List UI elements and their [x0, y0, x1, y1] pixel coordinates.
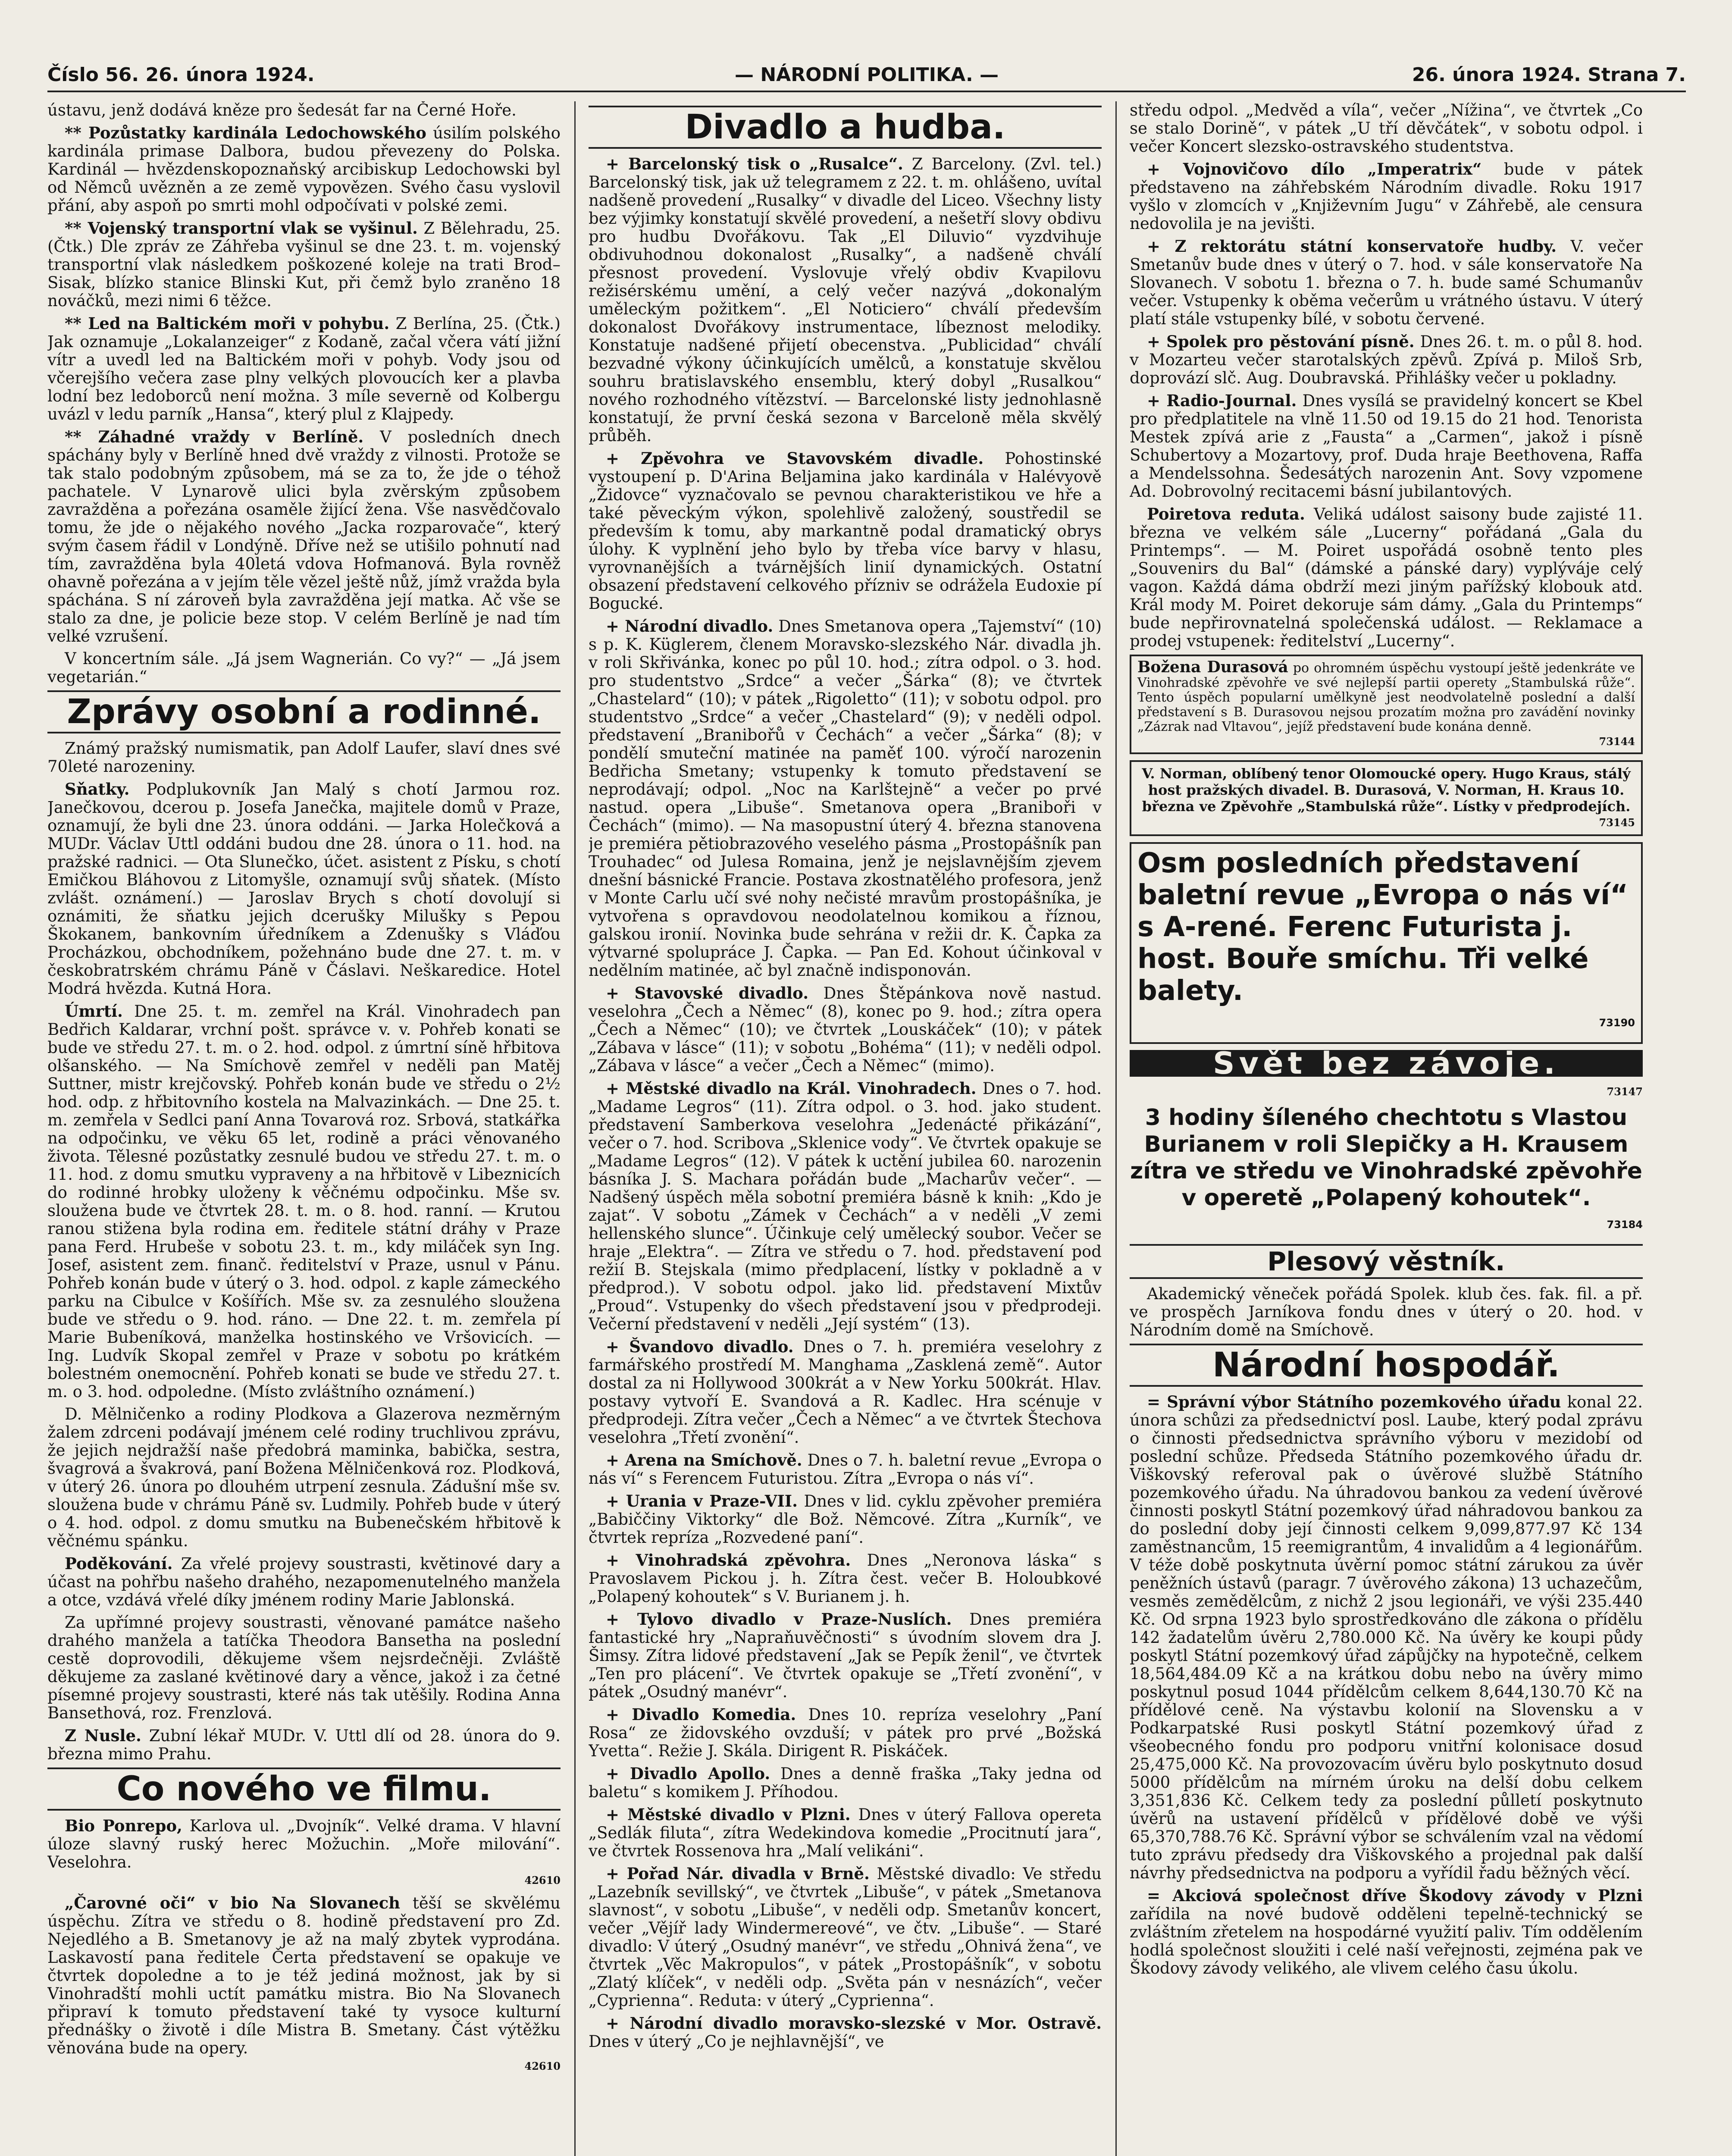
article-title: Z Nusle.	[65, 1726, 141, 1745]
article	[1130, 505, 1643, 650]
article-title: Poiretova reduta.	[1147, 505, 1305, 523]
article	[1130, 237, 1643, 328]
article	[47, 1894, 561, 2075]
ad-code: 73184	[1607, 1219, 1643, 1231]
article-title: + Národní divadlo.	[606, 616, 774, 636]
article-text: Dnes v úterý Fallova opereta „Sedlák filuta“, zítra Wedekindova komedie „Procitnutí jara“, ve čtvrtek Rossenova hra „Malí velikáni“.	[589, 1805, 1102, 1860]
article-text: Za vřelé projevy soustrasti, květinové dary a účast na pohřbu našeho drahého, nezapomenutelného manžela a otce, vzdává vřelé díky jménem rodiny Marie Jablonská.	[47, 1554, 561, 1609]
section-heading-theatre: Divadlo a hudba.	[589, 106, 1102, 149]
column-1	[47, 101, 561, 2156]
section-heading-economy: Národní hospodář.	[1130, 1344, 1643, 1387]
article	[1130, 332, 1643, 387]
article	[589, 1338, 1102, 1447]
article-text: těší se skvělému úspěchu. Zítra ve středu o 8. hodině představení pro Zd. Nejedlého a B. Smetanovy je až na malý zbytek vyprodána. Laskavostí pana ředitele Čerta představení se opakuje ve čtvrtek dopoledne a to je též jediná možnost, jak by si Vinohradští mohli uctít památku mistra. Bio Na Slovanech připraví k tomuto představení také ty vysoce kulturní přednášky o životě i díle Mistra B. Smetany. Část výtěžku věnována bude na opery.	[47, 1893, 561, 2057]
article-text: Dnes v úterý „Co je nejhlavnější“, ve	[589, 2032, 884, 2051]
article-title: „Čarovné oči“ v bio Na Slovanech	[65, 1893, 401, 1912]
article-text: Akademický věneček pořádá Spolek. klub čes. fak. fil. a př. ve prospěch Jarníkova fondu dnes v úterý o 20. hod. v Národním domě na Smíchově.	[1130, 1285, 1643, 1339]
article-title: Sňatky.	[65, 779, 130, 799]
article	[1130, 1393, 1643, 1882]
article-text: Dnes o 7. h. baletní revue „Evropa o nás ví“ s Ferencem Futuristou. Zítra „Evropa o nás ví“.	[589, 1451, 1102, 1488]
article-text: Z Berlína, 25. (Čtk.) Jak oznamuje „Lokalanzeiger“ z Kodaně, začal včera vátí jižní vítr a uvedl led na Baltickém moři v pohyb. Vody jsou od včerejšího večera zase plny velkých plovoucích ker a plavba lodní bez ledoborců není možna. 3 míle severně od Kolbergu uvázl v ledu parník „Hansa“, který plul z Klajpedy.	[47, 314, 561, 423]
article-text: D. Mělničenko a rodiny Plodkova a Glazerova nezměrným žalem zdrceni podávají jménem celé rodiny truchlivou zprávu, že jejich nejdražší naše předobrá maminka, babička, sestra, švagrová a švakrová, paní Božena Mělničenková roz. Plodková, v úterý 26. února po dlouhém utrpení zesnula. Zádušní mše sv. sloužena bude v chrámu Páně sv. Ludmily. Pohřeb bude v úterý o 4. hod. odpol. z domu smutku na Bubenečském hřbitově k věčnému spánku.	[47, 1404, 561, 1550]
article	[589, 1764, 1102, 1801]
article-text: Pohostinské vystoupení p. D'Arina Beljamina jako kardinála v Halévyově „Židovce“ vyznačovalo se pevnou charakteristikou ve hře a také pěveckým výkon, spolehlivě založený, soustředil se především k tomu, aby markantně podal dramatický obrys úlohy. K vyplnění jeho bylo by třeba více barvy v hlasu, vyrovnanějších a tvárnějších linií dynamických. Ostatní obsazení představení celkového přízniv se odrážela Eudoxie pí Bogucké.	[589, 449, 1102, 613]
article	[589, 1551, 1102, 1606]
article-title: + Švandovo divadlo.	[606, 1337, 794, 1356]
article-text: Za upřímné projevy soustrasti, věnované památce našeho drahého manžela a tatíčka Theodora Bansetha na poslední cestě doprovodili, děkujeme všem nejsrdečněji. Zvláště děkujeme za zaslané květinové dary a věnce, jakož i za četné písemné projevy soustrasti, které nás tak utěšily. Rodina Anna Bansethová, roz. Frenzlová.	[47, 1613, 561, 1722]
article	[589, 1610, 1102, 1701]
advertisement-svet-bez-zavoje	[1130, 1046, 1643, 1081]
article-title: + Arena na Smíchově.	[606, 1450, 802, 1470]
article-title: + Radio-Journal.	[1147, 391, 1297, 410]
article-text: bude v pátek představeno na záhřebském Národním divadle. Roku 1917 vyšlo v zlomcích v „Književním Jugu“ v Záhřebě, ale censura nedovolila je na jevišti.	[1130, 160, 1643, 233]
article-text: středu odpol. „Medvěd a víla“, večer „Nížina“, ve čtvrtek „Co se stalo Dorině“, v pátek „U tří děvčátek“, v sobotu odpol. i večer Koncert slezsko-ostravského studentstva.	[1130, 101, 1643, 156]
article-text: Podplukovník Jan Malý s chotí Jarmou roz. Janečkovou, dcerou p. Josefa Janečka, majitele domů v Praze, oznamují, že byli dne 23. února oddáni. — Jarka Holečková a MUDr. Václav Uttl oddáni budou dne 28. února o 11. hod. na pražské radnici. — Ota Slunečko, účet. asistent z Písku, s chotí Emičkou Bláhovou z Litomyšle, oznamují svůj sňatek. (Místo zvlášt. oznámení.) — Jaroslav Brych s chotí dovolují si oznámiti, že sňatku jejich dcerušky Milušky s Pepou Škokanem, bankovním úředníkem a Zdenušky s Vláďou Procházkou, obchodníkem, požehnáno bude dne 27. t. m. v českobratrském chrámu Páně v Čáslavi. Neškaredice. Hotel Modrá hvězda. Kutná Hora.	[47, 780, 561, 998]
article-title: + Divadlo Apollo.	[606, 1764, 770, 1783]
article-text: Dnes vysílá se pravidelný koncert se Kbel pro předplatitele na vlně 11.50 od 19.15 do 21 hod. Tenorista Mestek zpívá arie z „Fausta“ a „Carmen“, jakož i písně Schubertovy a Mozartovy, prof. Duda hraje Beethovena, Raffa a Mendelssohna. Šedesátých narozenin Ant. Sovy vzpomene Ad. Dobrovolný recitacemi básní jubilantových.	[1130, 392, 1643, 501]
article-title: + Pořad Nár. divadla v Brně.	[606, 1864, 870, 1883]
newspaper-page	[47, 60, 1686, 2156]
date-page-number: 26. února 1924. Strana 7.	[1412, 64, 1686, 86]
article	[47, 1817, 561, 1890]
article	[47, 428, 561, 646]
article-title: + Spolek pro pěstování písně.	[1147, 332, 1415, 351]
article-text: Dnes o 7. hod. „Madame Legros“ (11). Zítra odpol. o 3. hod. jako student. představení Samberkova veselohra „Jedenácté přikázání“, večer o 7. hod. Scribova „Sklenice vody“. Ve čtvrtek opakuje se „Madame Legros“ (12). V pátek k uctění jubilea 60. narozenin básníka J. S. Machara pořádán bude „Macharův večer“. — Nadšený úspěch měla sobotní premiéra básně k knih: „Kdo je zajat“. V sobotu „Zámek v Čechách“ a v neděli „V zemi hellenského slunce“. Účinkuje celý umělecký soubor. Večer se hraje „Elektra“. — Zítra ve středu o 7. hod. představení pod režií B. Stejskala (mimo předplacení, lístky v pokladně a v předprod.). V sobotu odpol. jako lid. představení Mixtův „Proud“. Vstupenky do všech představení jsou v předprodeji. Večerní představení v neděli „Její systém“ (13).	[589, 1079, 1102, 1333]
article	[589, 155, 1102, 445]
article-title: + Vinohradská zpěvohra.	[606, 1550, 851, 1570]
article-title: Bio Ponrepo,	[65, 1816, 182, 1835]
article	[47, 219, 561, 310]
column-2	[589, 101, 1102, 2156]
article-text: Dnes Štěpánkova nově nastud. veselohra „Čech a Němec“ (8), konec po 9. hod.; zítra opera „Čech a Němec“ (10); ve čtvrtek „Louskáček“ (10); v pátek „Zábava v lásce“ (11); v sobotu „Bohéma“ (11); v neděli odpol. „Zábava v lásce“ a večer „Čech a Němec“ (mimo).	[589, 984, 1102, 1075]
article-title: Úmrtí.	[65, 1001, 123, 1021]
article-title: + Vojnovičovo dílo „Imperatrix“	[1147, 160, 1482, 179]
article-title: + Zpěvohra ve Stavovském divadle.	[606, 448, 984, 468]
article-text: V posledních dnech spáchány byly v Berlíně hned dvě vraždy z vilnosti. Protože se tak stalo podobným způsobem, má se za to, že jde o téhož pachatele. V Lynarově ulici byla zvěrským způsobem zavražděna a pořezána osaměle žijící žena. Vše nasvědčovalo tomu, že jde o nějakého nového „Jacka rozparovače“, který svým časem řádil v Londýně. Dříve než se utišilo pohnutí nad tím, zavražděna byla 40letá vdova Hofmanová. Byla rovněž ohavně pořezána a v jejím těle vězel ještě nůž, jímž vražda byla spáchána. S ní zároveň byla zavražděna její matka. Ač vše se stalo za dne, je policie beze stop. V celém Berlíně je nad tím velké vzrušení.	[47, 428, 561, 646]
ad-text: Svět bez závoje.	[1213, 1046, 1560, 1081]
article-title: ** Led na Baltickém moři v pohybu.	[65, 314, 390, 333]
article-text: ústavu, jenž dodává kněze pro šedesát far na Černé Hoře.	[47, 101, 517, 119]
article-text: V. večer Smetanův bude dnes v úterý o 7. hod. v sále konservatoře Na Slovanech. V sobotu 1. března o 7. h. bude samé Schumanův večer. Vstupenky k oběma večerům u vrátného ústavu. V úterý platí stále vstupenky bílé, v sobotu červené.	[1130, 237, 1643, 328]
ad-text: V. Norman, oblíbený tenor Olomoucké opery. Hugo Kraus, stálý host pražských divadel. B. Durasová, V. Norman, H. Kraus 10. března ve Zpěvohře „Stambulská růže“. Lístky v předprodejích.	[1142, 765, 1631, 815]
article	[589, 1705, 1102, 1760]
ad-code: 42610	[524, 2059, 561, 2072]
article-text: Dnes 26. t. m. o půl 8. hod. v Mozarteu večer starotalských zpěvů. Zpívá p. Miloš Srb, doprovází slč. Aug. Doubravská. Přihlášky večer u pokladny.	[1130, 332, 1643, 387]
column-3	[1130, 101, 1643, 2156]
column-rule-2	[1115, 101, 1117, 2156]
article	[589, 1492, 1102, 1547]
article	[589, 617, 1102, 980]
article-text: Dnes Smetanova opera „Tajemství“ (10) s p. K. Küglerem, členem Moravsko-slezského Nár. divadla jh. v roli Skřivánka, konec po půl 10. hod.; zítra odpol. o 3. hod. pro studentstvo „Srdce“ a večer „Šárka“ (8); ve čtvrtek „Chastelard“ (10); v pátek „Rigoletto“ (11); v sobotu odpol. pro studentstvo „Srdce“ a večer „Chastelard“ (9); v neděli odpol. představení „Branibořů v Čechách“ a večer „Šárka“ (8); v pondělí smuteční matinée na paměť 100. výročí narozenin Bedřicha Smetany; vstupenky k tomuto představení se neprodávají; odpol. „Noc na Karlštejně“ a večer po prvé nastud. opera „Libuše“. Smetanova opera „Braniboři v Čechách“ (mimo). — Na masopustní úterý 4. března stanovena je premiéra pětiobrazového veselého pásma „Prostopášník pan Trouhadec“ od Julesa Romaina, jenž je nejslavnějším zjevem dnešní básnické Francie. Postava zkostnatělého profesora, jenž v Monte Carlu učí své nohy nečisté mravům prostopášníka, je vytvořena s opravdovou neodolatelnou komikou a říznou, galskou ironií. Novinka bude sehrána v režii dr. K. Čapka za výtvarné spolupráce J. Čapka. — Pan Ed. Kohout účinkoval v nedělním matinée, ač byl značně indisponován.	[589, 617, 1102, 980]
article-title: + Národní divadlo moravsko-slezské v Mor. Ostravě.	[606, 2013, 1102, 2033]
article	[589, 2014, 1102, 2051]
article-title: + Divadlo Komedia.	[606, 1705, 796, 1724]
article-text: Dne 25. t. m. zemřel na Král. Vinohradech pan Bedřich Kaldarar, vrchní pošt. správce v. v. Pohřeb konati se bude ve středu 27. t. m. o 2. hod. odpol. z úmrtní síně hřbitova olšanského. — Na Smíchově zemřel v neděli pan Matěj Suttner, mistr krejčovský. Pohřeb konán bude ve středu o 2½ hod. odp. z hřbitovního kostela na Malvazinkách. — Dne 25. t. m. zemřela v Sedlci paní Anna Tovarová roz. Srbová, statkářka na odpočinku, ve věku 65 let, rodině a práci věnovaného života. Tělesné pozůstatky zesnulé budou ve středu 27. t. m. o 11. hod. z domu smutku vypraveny a na hřbitově v Libeznicích do rodinné hrobky uloženy k věčnému odpočinku. Mše sv. sloužena bude ve čtvrtek 28. t. m. o 8. hod. ranní. — Krutou ranou stižena byla rodina em. ředitele státní dráhy v Praze pana Ferd. Hrubeše v sobotu 23. t. m., kdy miláček syn Ing. Josef, asistent zem. finanč. ředitelství v Praze, usnul v Pánu. Pohřeb konán bude v úterý o 3. hod. odpol. z kaple zámeckého parku na Cibulce v Košířích. Mše sv. za zesnulého sloužena bude ve středu o 9. hod. ráno. — Dne 22. t. m. zemřela pí Marie Bubeníková, manželka hostinského ve Vršovicích. — Ing. Ludvík Skopal zemřel v Praze v sobotu po krátkém bolestném onemocnění. Pohřeb konati se bude ve středu 27. t. m. o 3. hod. odpoledne. (Místo zvláštního oznámení.)	[47, 1002, 561, 1401]
advertisement-ballet-revue	[1130, 842, 1643, 1044]
article-title: = Akciová společnost dříve Škodovy závody v Plzni	[1147, 1886, 1643, 1905]
article-text: Dnes v lid. cyklu zpěvoher premiéra „Babiččiny Viktorky“ dle Bož. Němcové. Zítra „Kurník“, ve čtvrtek repríza „Rozvedené paní“.	[589, 1492, 1102, 1547]
article	[47, 314, 561, 423]
article-title: + Urania v Praze-VII.	[606, 1491, 798, 1510]
newspaper-title: — NÁRODNÍ POLITIKA. —	[735, 64, 999, 86]
article-title: = Správní výbor Státního pozemkového úřadu	[1147, 1392, 1561, 1411]
article	[1130, 392, 1643, 501]
article-text: konal 22. února schůzi za předsednictví posl. Laube, který podal zprávu o činnosti předsednictva správního výboru v mezidobí od poslední schůze. Předseda Státního pozemkového úřadu dr. Viškovský referoval pak o úvěrové službě Státního pozemkového úřadu. Na úhradovou bankou za vedení úvěrové činnosti poskytl Státní pozemkový úřad náhradovou bankou za do poslední doby její činnosti celkem 9,099,877.97 Kč 134 zaměstnancům, 15 reemigrantům, 4 invalidům a 4 legionářům. V téže době poskytnuta úvěrní pomoc státní zárukou za úvěr peněžních ústavů (paragr. 7 úvěrového zákona) 13 uchazečům, vesměs zemědělcům, z nichž 2 jsou legionáři, ve výši 235.440 Kč. Od srpna 1923 bylo sprostředkováno dle zákona o přídělu 142 žadatelům úvěru 2,780.000 Kč. Na úvěry ke koupi půdy poskytl Státní pozemkový úřad zápůjčky na hypotečně, celkem 18,564,484.09 Kč a na krátkou dobu nebo na úvěry mimo poskytnul posud 1044 přídělcům celkem 8,644,130.70 Kč na přídělové ceně. Na výstavbu kolonií na Slovensku a v Podkarpatské Rusi poskytl Státní pozemkový úřad z všeobecného fondu pro podporu vnitřní kolonisace dosud 25,475,000 Kč. Na provozovacím úvěru bylo poskytnuto dosud 5000 přídělcům na mírném úroku na delší dobu celkem 3,351,836 Kč. Celkem tedy za poslední půlletí poskytnuto úvěrů na ustavení přídělců v přídělové době ve výši 65,370,788.76 Kč. Správní výbor se schválením vzal na vědomí tuto zprávu předsedy dra Viškovského a projednal pak další návrhy předsednictva na podporu a vyřídil řadu běžných věcí.	[1130, 1392, 1643, 1882]
article-text: úsilím polského kardinála primase Dalbora, budou převezeny do Polska. Kardinál — hvězdenskopoznaňský arcibiskup Ledochowski byl od Němců uvězněn a ze země vypovězen. Svého času vyslovil přání, aby aspoň po smrti mohl odpočívati v polské zemi.	[47, 124, 561, 215]
article-text: Městské divadlo: Ve středu „Lazebník sevillský“, ve čtvrtek „Libuše“, v pátek „Smetanova slavnost“, v sobotu „Libuše“, v neděli odp. Smetanův koncert, večer „Vějíř lady Windermereové“, ve čtv. „Libuše“. — Staré divadlo: V úterý „Osudný manévr“, ve středu „Ohnivá žena“, ve čtvrtek „Věc Makropulos“, v pátek „Prostopášník“, v sobotu „Zlatý klíček“, v neděli odp. „Světa pán v nesnázích“, večer „Cyprienna“. Reduta: v úterý „Cyprienna“.	[589, 1864, 1102, 2010]
article-title: + Z rektorátu státní konservatoře hudby.	[1147, 237, 1557, 256]
article-title: + Barcelonský tisk o „Rusalce“.	[606, 154, 903, 173]
article	[589, 1805, 1102, 1860]
advertisement-burian	[1130, 1104, 1643, 1238]
ad-text: Osm posledních představení baletní revue „Evropa o nás ví“ s A-rené. Ferenc Futurista j. host. Bouře smíchu. Tři velké balety.	[1137, 847, 1629, 1007]
article	[47, 1002, 561, 1401]
article	[589, 449, 1102, 613]
ad-title: Božena Durasová	[1137, 658, 1288, 676]
article	[1130, 1887, 1643, 1977]
article-title: + Stavovské divadlo.	[606, 983, 809, 1003]
article-text: Dnes o 7. h. premiéra veselohry z farmářského prostředí M. Manghama „Zasklená země“. Autor dostal za ni Hollywood 300krát a v New Yorku 500krát. Hlav. postavy vytvoří E. Svandová a R. Kadlec. Hra scénuje v předprodeji. Zítra večer „Čech a Němec“ a ve čtvrtek Štechova veselohra „Třetí zvonění“.	[589, 1337, 1102, 1447]
ad-code: 73144	[1599, 735, 1635, 748]
ad-text: 3 hodiny šíleného chechtotu s Vlastou Burianem v roli Slepičky a H. Krausem zítra ve středu ve Vinohradské zpěvohře v operetě „Polapený kohoutek“.	[1130, 1105, 1643, 1211]
section-heading-film: Co nového ve filmu.	[47, 1767, 561, 1811]
ad-code: 73147	[1607, 1085, 1643, 1098]
article-text: Dnes a denně fraška „Taky jedna od baletu“ s komikem J. Příhodou.	[589, 1764, 1102, 1801]
article-title: + Městské divadlo v Plzni.	[606, 1805, 851, 1824]
article-text: Karlova ul. „Dvojník“. Velké drama. V hlavní úloze slavný ruský herec Možuchin. „Moře milování“. Veselohra.	[47, 1816, 561, 1871]
article-text: Dnes premiéra fantastické hry „Napraňuvěčnosti“ s úvodním slovem dra J. Šimsy. Zítra lidové představení „Jak se Pepík ženil“, ve čtvrtek „Ten pro plácení“. Ve čtvrtek opakuje se „Třetí zvonění“, v pátek „Osudný manévr“.	[589, 1610, 1102, 1701]
article-title: Poděkování.	[65, 1554, 173, 1573]
article	[589, 1451, 1102, 1488]
article-title: + Tylovo divadlo v Praze-Nuslích.	[606, 1609, 952, 1629]
article	[589, 984, 1102, 1075]
ad-code: 73190	[1599, 1017, 1635, 1029]
article-text: zařídila na nové budově odděleni tepelně-technický se zvláštním zřetelem na hospodárné využití paliv. Tím oddělením hodlá společnost sloužiti i celé naší veřejnosti, zejména pak ve Škodovy závody velikého, ale vlivem celého času úkolu.	[1130, 1904, 1643, 1977]
ad-text: po ohromném úspěchu vystoupí ještě jedenkráte ve Vinohradské zpěvohře ve své nejlepší partii operety „Stambulská růže“. Tento úspěch popularní umělkyně jest neodvolatelně poslední a další představení s B. Durasovou nejsou prozatím možna pro zavádění novinky „Zázrak nad Vltavou“, jejíž představení bude konána denně.	[1137, 661, 1635, 734]
joke: V koncertním sále. „Já jsem Wagnerián. Co vy?“ — „Já jsem vegetarián.“	[47, 649, 561, 686]
article-text: Veliká událost saisony bude zajisté 11. března ve velkém sále „Lucerny“ pořádaná „Gala du Printemps“. — M. Poiret uspořádá osobně tento ples „Souvenirs du Bal“ (dámské a pánské dary) vyplýváje celý vagon. Každá dáma obdrží mezi jiným pařížský klobouk atd. Král mody M. Poiret dekoruje sám dámy. „Gala du Printemps“ bude nepřirovnatelná společenská událost. — Reklamace a prodej vstupenek: ředitelství „Lucerny“.	[1130, 505, 1643, 650]
article	[47, 780, 561, 998]
masthead	[47, 60, 1686, 92]
article-title: ** Vojenský transportní vlak se vyšinul.	[65, 219, 418, 238]
article	[47, 1554, 561, 1609]
advertisement-durasova	[1130, 655, 1643, 754]
article-text: Z Barcelony. (Zvl. tel.) Barcelonský tisk, jak už telegramem z 22. t. m. ohlášeno, uvítal nadšeně provedení „Rusalky“ v divadle del Liceo. Všechny listy bez výjimky konstatují skvělé provedení, a nešetří slovy obdivu pro hudbu Dvořákovu. Tak „El Diluvio“ vyzdvihuje obdivuhodnou dokonalost „Rusalky“, a nadšeně chválí přesnost provedení. Vyslovuje vřelý obdiv Kvapilovu režisérskému umění, a celý večer nazývá „dokonalým uměleckým požitkem“. „El Noticiero“ chválí především dokonalost Dvořákovy instrumentace, líbeznost melodiky. Konstatuje nadšené přijetí obecenstva. „Publicidad“ chválí bezvadné výkony účinkujících umělců, a konstatuje skvělou souhru bratislavského ensemblu, který dobyl „Rusalkou“ nového rozhodného vítězství. — Barcelonské listy jednohlasně konstatují, že první česká sezona v Barceloně měla skvělý průběh.	[589, 154, 1102, 445]
article	[1130, 160, 1643, 233]
article	[589, 1865, 1102, 2010]
section-heading-personal: Zprávy osobní a rodinné.	[47, 690, 561, 733]
section-heading-balls: Plesový věstník.	[1130, 1244, 1643, 1279]
article	[47, 1727, 561, 1763]
advertisement-stambulska-ruze	[1130, 760, 1643, 836]
article-title: ** Záhadné vraždy v Berlíně.	[65, 427, 364, 446]
ad-code: 73145	[1599, 816, 1635, 829]
article-text: Z Bělehradu, 25. (Čtk.) Dle zpráv ze Záhřeba vyšinul se dne 23. t. m. vojenský transportní vlak následkem poškozené koleje na trati Brod–Sisak, blízko stanice Blinski Kut, při čemž bylo zraněno 18 nováčků, mezi nimi 6 těžce.	[47, 219, 561, 310]
article-text: Dnes 10. repríza veselohry „Paní Rosa“ ze židovského ovzduší; v pátek pro prvé „Božská Yvetta“. Režie J. Skála. Dirigent R. Piskáček.	[589, 1705, 1102, 1760]
article-text: Dnes „Neronova láska“ s Pravoslavem Pickou j. h. Zítra čest. večer B. Holoubkové „Polapený kohoutek“ s V. Burianem j. h.	[589, 1551, 1102, 1606]
article-text: Zubní lékař MUDr. V. Uttl dlí od 28. února do 9. března mimo Prahu.	[47, 1726, 561, 1763]
article	[589, 1079, 1102, 1333]
column-rule-1	[574, 101, 576, 2156]
article-text: Známý pražský numismatik, pan Adolf Laufer, slaví dnes své 70leté narozeniny.	[47, 739, 561, 776]
article-title: ** Pozůstatky kardinála Ledochowského	[65, 123, 426, 142]
article	[47, 124, 561, 215]
article-title: + Městské divadlo na Král. Vinohradech.	[606, 1078, 977, 1098]
ad-code: 42610	[524, 1874, 561, 1887]
issue-number-date: Číslo 56. 26. února 1924.	[47, 64, 315, 86]
